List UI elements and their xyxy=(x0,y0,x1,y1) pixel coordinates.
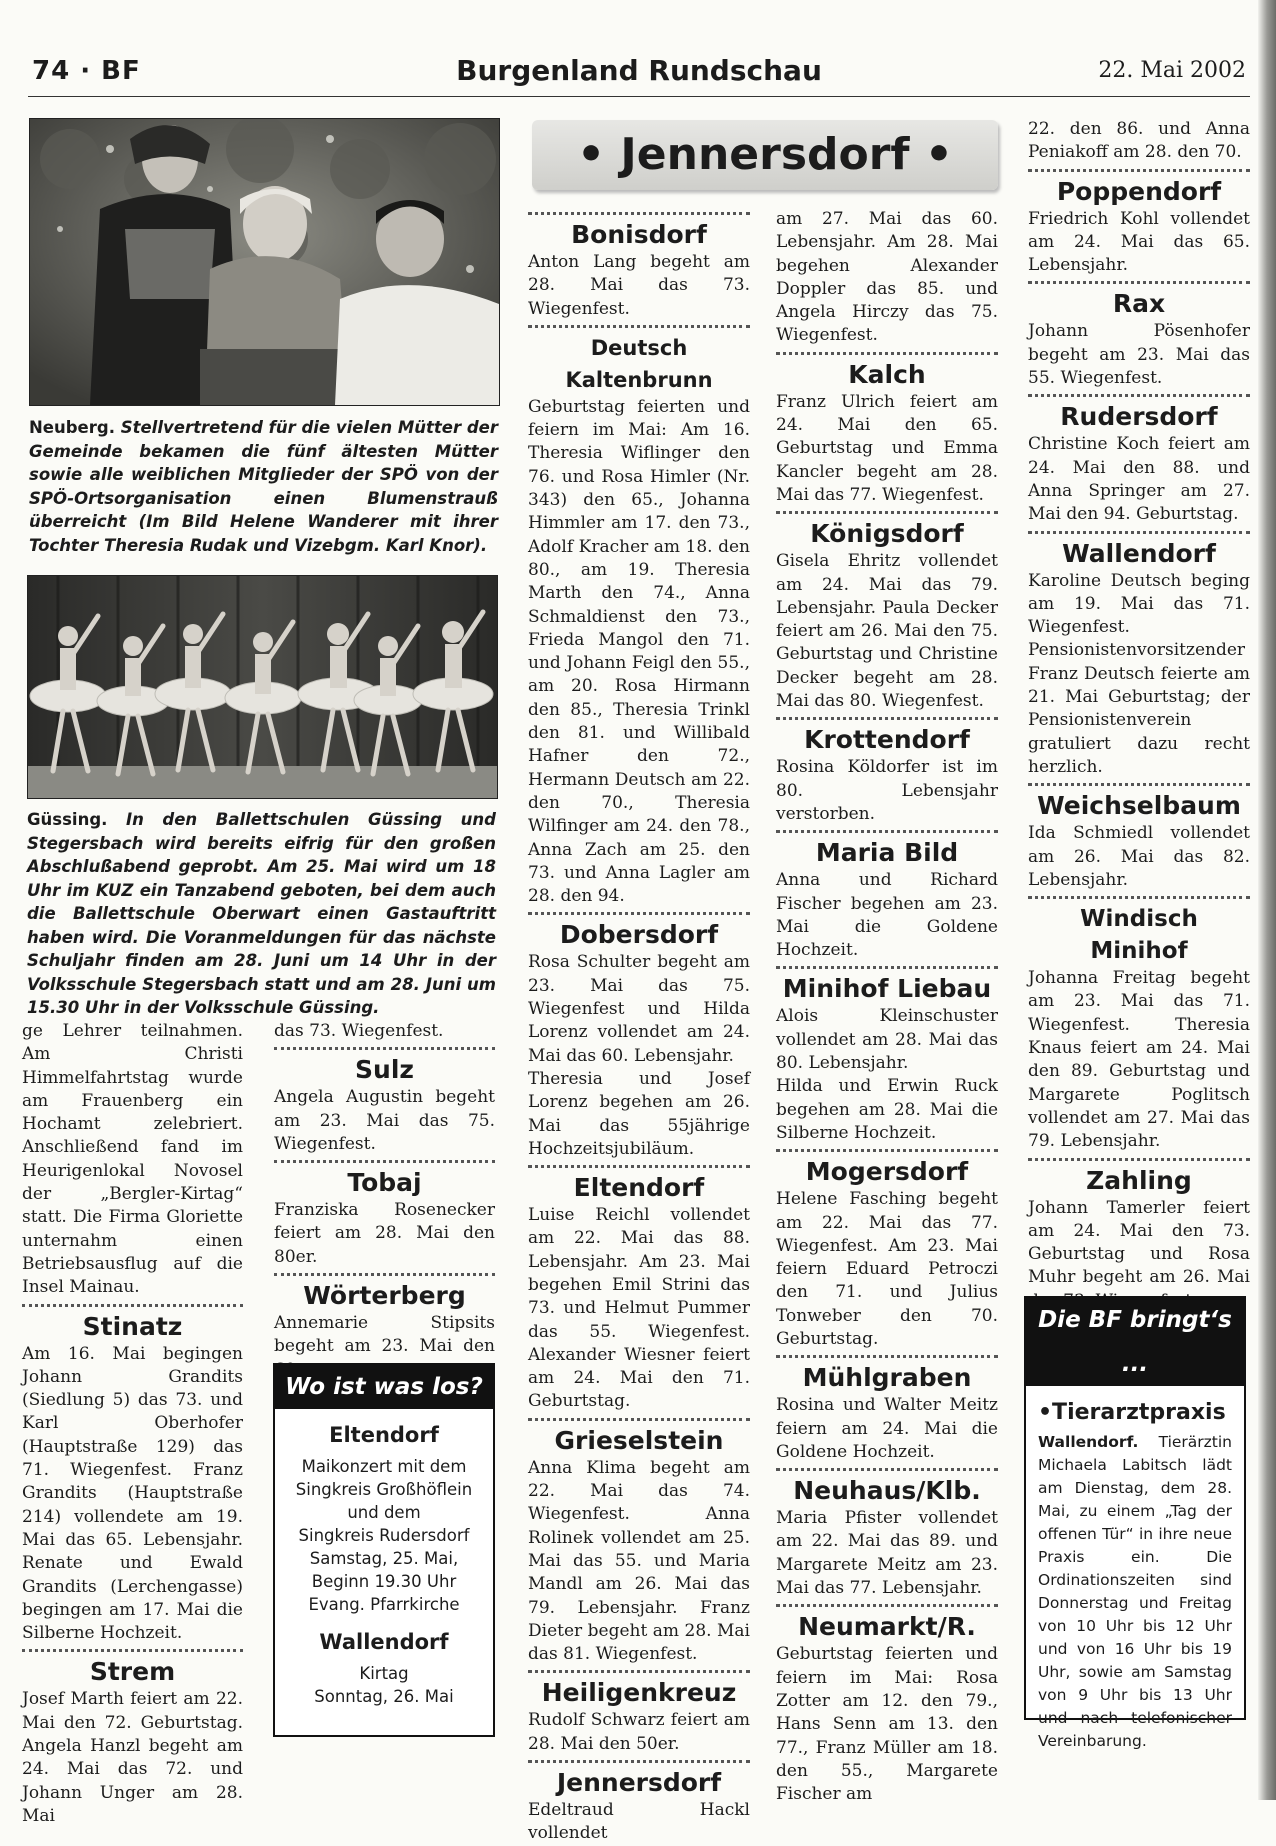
divider xyxy=(528,1418,750,1421)
divider xyxy=(274,1047,495,1050)
text-woerterberg: Annemarie Stipsits begeht am 23. Mai den xyxy=(274,1313,495,1357)
divider xyxy=(528,912,750,915)
heading-neumarkt: Neumarkt/R. xyxy=(798,1612,976,1642)
text-rax: Johann Pösenhofer begeht am 23. Mai das 55. Wiegenfest. xyxy=(1028,321,1250,389)
divider xyxy=(1028,1158,1250,1161)
heading-minihof-liebau: Minihof Liebau xyxy=(782,974,992,1004)
text-koenigsdorf: Gisela Ehritz vollendet am 24. Mai das 79. Lebensjahr. Paula Decker feiert am 26. Mai den 75. Geburtstag und Christine Decker begeht am 28. Mai das 80. Wiegenfest. xyxy=(776,551,998,712)
divider xyxy=(528,1165,750,1168)
column-5 xyxy=(1028,118,1250,1313)
heading-kalch: Kalch xyxy=(848,359,926,389)
text-krottendorf: Rosina Köldorfer ist im 80. Lebensjahr verstorben. xyxy=(776,757,998,824)
events-eltendorf-line: Beginn 19.30 Uhr xyxy=(311,1572,457,1591)
photo-ballet xyxy=(27,575,498,799)
divider xyxy=(22,1649,243,1652)
heading-woerterberg: Wörterberg xyxy=(303,1281,466,1311)
text-eltendorf: Luise Reichl vollendet am 22. Mai das 88. Lebensjahr. Am 23. Mai begehen Emil Strini das 73. und Helmut Pummer das 55. Wiegenfest. Alexander Wiesner feiert am 24. Mai den 71. Geburtstag. xyxy=(528,1205,750,1412)
bf-bringts-heading: •Tierarztpraxis xyxy=(1038,1400,1226,1425)
text-wallendorf: Karoline Deutsch beging am 19. Mai das 71. Wiegenfest. xyxy=(1028,570,1250,638)
newspaper-title: Burgenland Rundschau xyxy=(456,54,822,87)
heading-heiligenkreuz: Heiligenkreuz xyxy=(541,1678,737,1708)
text-bonisdorf: Anton Lang begeht am 28. Mai das 73. Wiegenfest. xyxy=(528,252,750,319)
page-number: 74 · BF xyxy=(32,56,141,86)
divider xyxy=(274,1160,495,1163)
article-continuation: ge Lehrer teilnahmen. Am Christi Himmelfahrtstag wurde am Frauenberg ein Hochamt zelebriert. Anschließend fand im Heurigenlokal Novosel der „Bergler-Kirtag“ statt. Die Firma Gloriette unternahm einen Betriebsausflug auf die Insel Mainau. xyxy=(22,1021,243,1298)
article-continuation: 22. den 86. und Anna Peniakoff am 28. den 70. xyxy=(1028,119,1250,163)
text-maria-bild: Anna und Richard Fischer begehen am 23. Mai die Goldene Hochzeit. xyxy=(776,870,998,961)
events-wallendorf-heading: Wallendorf xyxy=(319,1630,449,1654)
divider xyxy=(528,1760,750,1763)
column-1 xyxy=(22,1020,243,1828)
heading-koenigsdorf: Königsdorf xyxy=(810,519,964,549)
events-eltendorf-line: Samstag, 25. Mai, xyxy=(309,1549,459,1568)
heading-bonisdorf: Bonisdorf xyxy=(571,220,707,249)
heading-dobersdorf: Dobersdorf xyxy=(559,920,719,950)
heading-strem: Strem xyxy=(89,1657,176,1687)
divider xyxy=(22,1304,243,1307)
heading-mogersdorf: Mogersdorf xyxy=(805,1157,969,1187)
divider xyxy=(1028,394,1250,397)
events-eltendorf-line: und dem xyxy=(347,1503,421,1522)
divider xyxy=(1028,169,1250,172)
heading-stinatz: Stinatz xyxy=(82,1311,183,1341)
text-neumarkt: Geburtstag feierten und feiern im Mai: Rosa Zotter am 12. den 79., Hans Senn am 13. den 77., Franz Müller am 18. den 55., Margarete Fischer am xyxy=(776,1644,998,1805)
heading-tobaj: Tobaj xyxy=(347,1168,422,1198)
divider xyxy=(1028,281,1250,284)
divider xyxy=(1028,896,1250,899)
heading-deutsch-kaltenbrunn: Deutsch Kaltenbrunn xyxy=(565,335,713,392)
text-weichselbaum: Ida Schmiedl vollendet am 26. Mai das 82. Lebensjahr. xyxy=(1028,823,1250,890)
heading-grieselstein: Grieselstein xyxy=(554,1425,724,1455)
photo-ballet-image xyxy=(28,576,497,798)
bf-bringts-title: Die BF bringt‘s ... xyxy=(1026,1298,1244,1386)
section-banner-title: • Jennersdorf • xyxy=(576,129,954,180)
heading-eltendorf: Eltendorf xyxy=(573,1173,705,1203)
heading-maria-bild: Maria Bild xyxy=(815,838,959,868)
section-banner xyxy=(532,120,998,190)
text-muehlgraben: Rosina und Walter Meitz feiern am 24. Mai die Goldene Hochzeit. xyxy=(776,1395,998,1462)
column-4 xyxy=(776,208,998,1806)
text-minihof-liebau: Hilda und Erwin Ruck begehen am 28. Mai die Silberne Hochzeit. xyxy=(776,1076,998,1143)
article-continuation: das 73. Wiegenfest. xyxy=(274,1021,444,1041)
divider xyxy=(776,511,998,514)
caption-guessing-place: Güssing. xyxy=(27,810,108,829)
caption-neuberg-place: Neuberg. xyxy=(29,418,115,437)
text-neuhaus: Maria Pfister vollendet am 22. Mai das 89. und Margarete Meitz am 23. Mai das 77. Lebensjahr. xyxy=(776,1508,998,1599)
bf-bringts-place: Wallendorf. xyxy=(1038,1433,1139,1451)
text-windisch-minihof: Johanna Freitag begeht am 23. Mai das 71. Wiegenfest. Theresia Knaus feiert am 24. Mai den 89. Geburtstag und Margarete Poglitsch vollendet am 27. Mai das 79. Lebensjahr. xyxy=(1028,968,1250,1152)
divider xyxy=(528,1670,750,1673)
heading-weichselbaum: Weichselbaum xyxy=(1037,791,1241,821)
text-zahling: Johann Tamerler feiert am 24. Mai den 73. Geburtstag und Rosa Muhr begeht am 26. Mai xyxy=(1028,1197,1250,1288)
events-eltendorf-line: Evang. Pfarrkirche xyxy=(308,1595,460,1614)
caption-neuberg xyxy=(29,416,498,557)
divider xyxy=(776,1149,998,1152)
photo-neuberg-image xyxy=(30,119,499,405)
caption-guessing-text: In den Ballettschulen Güssing und Stegersbach wird bereits eifrig für den großen Abschlußabend geprobt. Am 25. Mai wird um 18 Uhr im KUZ ein Tanzabend geboten, bei dem auch die Ballettschule Oberwart einen Gastauftritt haben wird. Die Voranmeldungen für das nächste Schuljahr finden am 28. Juni um 14 Uhr in der Volksschule Stegersbach statt und am 28. Juni um 15.30 Uhr in der Volksschule Güssing. xyxy=(27,810,496,1017)
text-dobersdorf: Theresia und Josef Lorenz begehen am 26. Mai das 55jährige Hochzeitsjubiläum. xyxy=(528,1068,750,1159)
bf-bringts-body: Tierärztin Michaela Labitsch lädt am Dienstag, dem 28. Mai, zu einem „Tag der offenen Tür“ in ihre neue Praxis ein. Die Ordinationszeiten sind Donnerstag und Freitag von 10 Uhr bis 12 Uhr und von 16 Uhr bis 19 Uhr, sowie am Samstag von 9 Uhr bis 13 Uhr und nach telefonischer Vereinbarung. xyxy=(1038,1433,1232,1750)
events-eltendorf-line: Singkreis Großhöflein xyxy=(295,1480,473,1499)
text-poppendorf: Friedrich Kohl vollendet am 24. Mai das 65. Lebensjahr. xyxy=(1028,208,1250,276)
divider xyxy=(776,966,998,969)
text-jennersdorf: Edeltraud Hackl vollendet xyxy=(528,1800,750,1844)
heading-poppendorf: Poppendorf xyxy=(1056,176,1222,206)
text-kalch: Franz Ulrich feiert am 24. Mai den 65. Geburtstag und Emma Kancler begeht am 28. Mai das 77. Wiegenfest. xyxy=(776,391,998,505)
text-minihof-liebau: Alois Kleinschuster vollendet am 28. Mai das 80. Lebensjahr. xyxy=(776,1006,998,1074)
column-2 xyxy=(274,1020,495,1382)
page-header xyxy=(28,50,1250,97)
text-deutsch-kaltenbrunn: Geburtstag feierten und feiern im Mai: Am 16. Theresia Wiflinger den 76. und Rosa Himler (Nr. 343) den 65., Johanna Himmler am 17. den 73., Adolf Kracher am 18. den 80., am 19. Theresia Marth den 74., Anna Schmaldienst den 73., Frieda Mangol den 71. und Johann Feigl den 55., am 20. Rosa Hirmann den 85., Theresia Trinkl den 81. und Willibald Hafner den 72., Hermann Deutsch am 22. den 70., Theresia Wilfinger am 24. den 78., Anna Zach am 25. den 73. und Anna Lagler am 28. den 94. xyxy=(528,396,750,907)
caption-guessing xyxy=(27,808,496,1020)
text-mogersdorf: Helene Fasching begeht am 22. Mai das 77. Wiegenfest. Am 23. Mai feiern Eduard Petroczi den 71. und Julius Tonweber den 70. Geburtstag. xyxy=(776,1189,998,1349)
divider xyxy=(776,717,998,720)
text-dobersdorf: Rosa Schulter begeht am 23. Mai das 75. Wiegenfest und Hilda Lorenz vollendet am 24. Mai das 60. Lebensjahr. xyxy=(528,952,750,1066)
text-rudersdorf: Christine Koch feiert am 24. Mai den 88. und Anna Springer am 27. Mai den 94. Geburtstag. xyxy=(1028,434,1250,525)
text-wallendorf: Pensionistenvorsitzender Franz Deutsch feierte am 21. Mai Geburtstag; der Pensionistenverein gratuliert dazu recht herzlich. xyxy=(1028,640,1250,777)
text-heiligenkreuz: Rudolf Schwarz feiert am 28. Mai den 50er. xyxy=(528,1710,750,1754)
events-box-title: Wo ist was los? xyxy=(275,1365,493,1409)
divider xyxy=(528,212,750,215)
text-stinatz: Am 16. Mai begingen Johann Grandits (Siedlung 5) das 73. und Karl Oberhofer (Hauptstraße 129) das 71. Wiegenfest. Franz Grandits (Hauptstraße 214) vollendete am 19. Mai das 65. Lebensjahr. Renate und Ewald Grandits (Lerchengasse) begingen am 17. Mai die Silberne Hochzeit. xyxy=(22,1343,243,1644)
divider xyxy=(776,830,998,833)
heading-rax: Rax xyxy=(1112,289,1166,319)
heading-jennersdorf: Jennersdorf xyxy=(556,1768,722,1798)
photo-neuberg xyxy=(29,118,500,406)
text-grieselstein: Anna Klima begeht am 22. Mai das 74. Wiegenfest. Anna Rolinek vollendet am 25. Mai das 55. und Maria Mandl am 26. Mai das 79. Lebensjahr. Franz Dieter begeht am 28. Mai das 81. Wiegenfest. xyxy=(528,1457,750,1665)
divider xyxy=(776,1468,998,1471)
heading-muehlgraben: Mühlgraben xyxy=(802,1363,972,1393)
heading-wallendorf: Wallendorf xyxy=(1062,538,1216,568)
divider xyxy=(776,1604,998,1607)
events-eltendorf-line: Maikonzert mit dem xyxy=(301,1457,467,1476)
page-binding-edge xyxy=(1258,0,1276,1800)
heading-windisch-minihof: Windisch Minihof xyxy=(1080,906,1198,965)
heading-neuhaus: Neuhaus/Klb. xyxy=(793,1476,981,1506)
heading-krottendorf: Krottendorf xyxy=(804,725,970,755)
text-sulz: Angela Augustin begeht am 23. Mai das 75. Wiegenfest. xyxy=(274,1087,495,1154)
text-strem: Josef Marth feiert am 22. Mai den 72. Geburtstag. Angela Hanzl begeht am 24. Mai das 72. und Johann Unger am 28. Mai xyxy=(22,1689,243,1826)
divider xyxy=(528,325,750,328)
events-wallendorf-line: Sonntag, 26. Mai xyxy=(314,1687,454,1706)
events-wallendorf-line: Kirtag xyxy=(359,1664,409,1683)
divider xyxy=(1028,783,1250,786)
divider xyxy=(1028,531,1250,534)
divider xyxy=(776,352,998,355)
article-continuation: am 27. Mai das 60. Lebensjahr. Am 28. Mai begehen Alexander Doppler das 85. und Angela Hirczy das 75. Wiegenfest. xyxy=(776,209,998,346)
events-eltendorf-line: Singkreis Rudersdorf xyxy=(298,1526,470,1545)
divider xyxy=(274,1273,495,1276)
divider xyxy=(776,1355,998,1358)
column-3 xyxy=(528,208,750,1846)
events-box xyxy=(273,1363,495,1737)
issue-date: 22. Mai 2002 xyxy=(1098,58,1246,83)
bf-bringts-box xyxy=(1024,1296,1246,1750)
heading-zahling: Zahling xyxy=(1086,1165,1192,1195)
heading-sulz: Sulz xyxy=(355,1055,414,1085)
heading-rudersdorf: Rudersdorf xyxy=(1060,402,1218,432)
events-eltendorf-heading: Eltendorf xyxy=(329,1423,439,1447)
text-tobaj: Franziska Rosenecker feiert am 28. Mai den 80er. xyxy=(274,1200,495,1267)
caption-neuberg-text: Stellvertretend für die vielen Mütter der Gemeinde bekamen die fünf ältesten Mütter sowie alle weiblichen Mitglieder der SPÖ von der SPÖ-Ortsorganisation einen Blumenstrauß überreicht (Im Bild Helene Wanderer mit ihrer Tochter Theresia Rudak und Vizebgm. Karl Knor). xyxy=(29,418,498,555)
bf-bringts-text xyxy=(1038,1431,1232,1753)
